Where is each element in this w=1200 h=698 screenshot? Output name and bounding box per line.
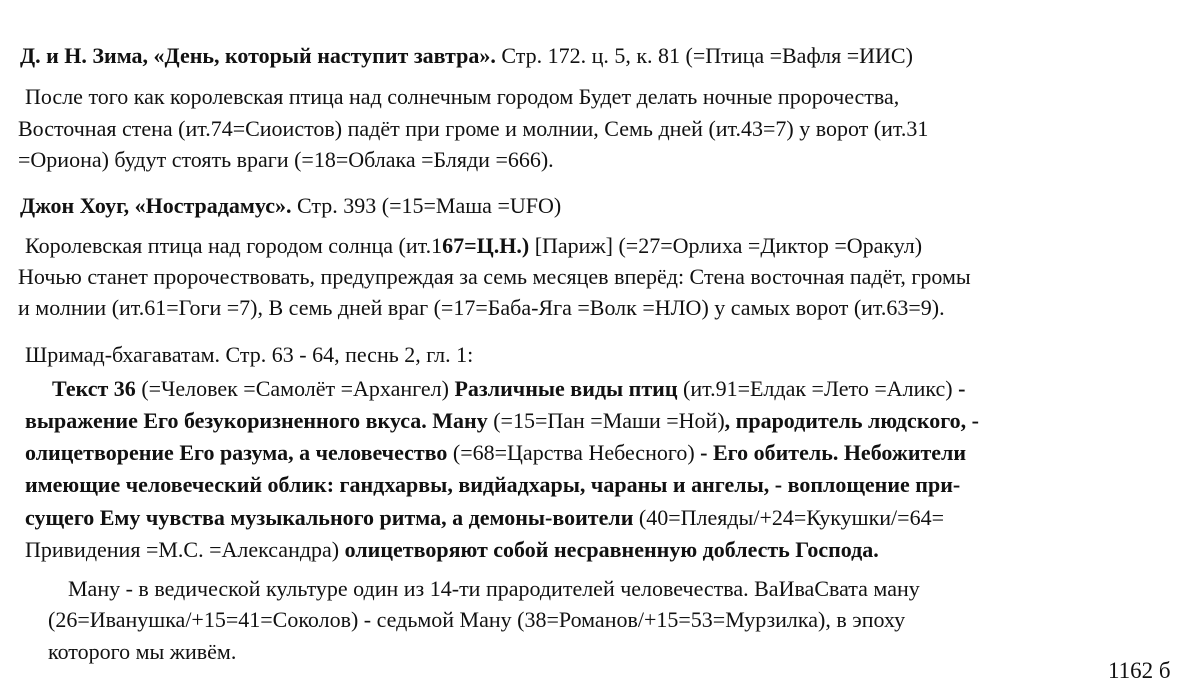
bold-text: Различные виды птиц	[454, 376, 678, 401]
text: Стр. 393 (=15=Маша =UFO)	[291, 193, 562, 218]
manu-line-3	[48, 639, 236, 665]
text: которого мы живём.	[48, 639, 237, 664]
text: (=Человек =Самолёт =Архангел)	[135, 376, 455, 401]
bold-text: , прародитель людского, -	[724, 408, 979, 433]
bold-text: - Его обитель. Небожители	[700, 440, 967, 465]
text36-line-6	[25, 537, 879, 563]
text: и молнии (ит.61=Гоги =7), В семь дней враг (=17=Баба-Яга =Волк =НЛО) у самых ворот (ит.63=9).	[18, 295, 945, 320]
text: [Париж] (=27=Орлиха =Диктор =Оракул)	[529, 233, 923, 258]
text36-line-4	[25, 472, 960, 498]
bold-text: 67=Ц.Н.)	[442, 233, 530, 258]
heading-hogue	[20, 193, 561, 219]
quote-zima-line-3	[18, 147, 554, 173]
text36-line-5	[25, 505, 944, 531]
text: (40=Плеяды/+24=Кукушки/=64=	[633, 505, 944, 530]
bold-text: имеющие человеческий облик: гандхарвы, видйадхары, чараны и ангелы, - воплощение при-	[25, 472, 961, 497]
bold-text: олицетворяют собой несравненную доблесть Господа.	[344, 537, 879, 562]
text: Восточная стена (ит.74=Сиоистов) падёт при громе и молнии, Семь дней (ит.43=7) у ворот (ит.31	[18, 116, 929, 141]
text: Привидения =М.С. =Александра)	[25, 537, 345, 562]
bold-text: выражение Его безукоризненного вкуса. Ману	[25, 408, 488, 433]
quote-hogue-line-2	[18, 264, 971, 290]
text: (26=Иванушка/+15=41=Соколов) - седьмой Ману (38=Романов/+15=53=Мурзилка), в эпоху	[48, 607, 906, 632]
text36-line-3	[25, 440, 966, 466]
quote-zima-line-2	[18, 116, 928, 142]
manu-line-2	[48, 607, 905, 633]
bold-text: Д. и Н. Зима, «День, который наступит завтра».	[20, 43, 496, 68]
bold-text: сущего Ему чувства музыкального ритма, а демоны-воители	[25, 505, 634, 530]
bold-text: -	[958, 376, 966, 401]
quote-zima-line-1	[25, 84, 899, 110]
text: (=68=Царства Небесного)	[447, 440, 701, 465]
manu-line-1	[68, 576, 920, 602]
text36-line-1	[52, 376, 965, 402]
text: Шримад-бхагаватам. Стр. 63 - 64, песнь 2, гл. 1:	[25, 342, 474, 367]
text: Ману - в ведической культуре один из 14-ти прародителей человечества. ВаИваСвата ману	[68, 576, 920, 601]
text: После того как королевская птица над солнечным городом Будет делать ночные пророчества,	[25, 84, 900, 109]
quote-hogue-line-1	[25, 233, 922, 259]
bold-text: Текст 36	[52, 376, 136, 401]
text: Стр. 172. ц. 5, к. 81 (=Птица =Вафля =ИИС)	[495, 43, 913, 68]
page-number: 1162 б	[1108, 658, 1171, 683]
text: =Ориона) будут стоять враги (=18=Облака =Бляди =666).	[18, 147, 554, 172]
bold-text: олицетворение Его разума, а человечество	[25, 440, 448, 465]
text: Ночью станет пророчествовать, предупреждая за семь месяцев вперёд: Стена восточная падёт, громы	[18, 264, 971, 289]
quote-hogue-line-3	[18, 295, 945, 321]
bold-text: Джон Хоуг, «Нострадамус».	[20, 193, 292, 218]
text36-line-2	[25, 408, 979, 434]
text: (ит.91=Елдак =Лето =Аликс)	[677, 376, 959, 401]
heading-zima	[20, 43, 913, 69]
text: (=15=Пан =Маши =Ной)	[487, 408, 725, 433]
text: Королевская птица над городом солнца (ит.1	[25, 233, 443, 258]
heading-bhagavatam	[25, 342, 473, 368]
